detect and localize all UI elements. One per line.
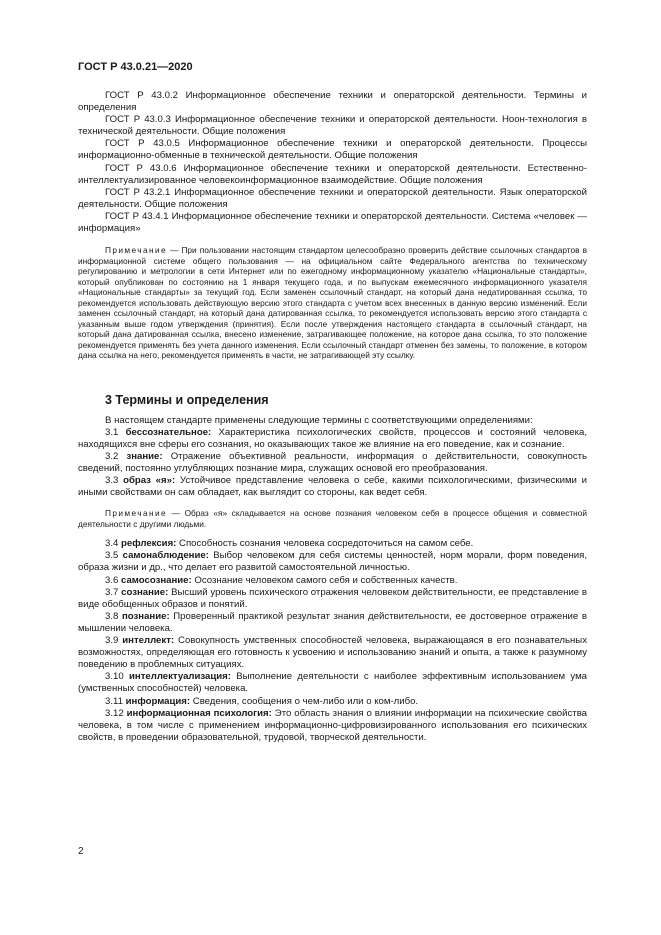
- term-entry: [78, 671, 587, 695]
- term-definition: Устойчивое представление человека о себе, какими психологическими, физическими и иными свойствами он сам обладает, как выглядит со стороны, как ведет себя.: [78, 475, 587, 499]
- reference-item: ГОСТ Р 43.0.2 Информационное обеспечение техники и операторской деятельности. Термины и определения: [78, 90, 587, 114]
- term-entry: [78, 475, 587, 499]
- term-entry: [78, 708, 587, 744]
- term-definition: Осознание человеком самого себя и собственных качеств.: [194, 574, 458, 586]
- term-entry: [78, 575, 587, 587]
- term-definition: Выполнение деятельности с наиболее эффективным использованием ума (умственных способностей) человека.: [78, 671, 588, 695]
- term-entry: [78, 696, 587, 708]
- term-definition: Сведения, сообщения о чем-либо или о ком-либо.: [192, 695, 419, 707]
- term-name: сознание:: [121, 586, 169, 598]
- reference-item: ГОСТ Р 43.0.6 Информационное обеспечение техники и операторской деятельности. Естественно-интеллектуализированное человекоинформационное взаимодействие. Общие положения: [78, 162, 587, 186]
- term-name: бессознательное:: [125, 426, 212, 438]
- term-definition: Выбор человеком для себя системы ценностей, норм морали, форм поведения, образа жизни и др., что делает его развитой самостоятельной личностью.: [78, 550, 587, 574]
- term-entry: [78, 635, 587, 671]
- note-label: Примечание: [105, 508, 168, 519]
- term-entry: [78, 587, 587, 611]
- term-number: 3.12: [105, 707, 124, 719]
- term-name: знание:: [126, 450, 163, 462]
- term-number: 3.3: [105, 475, 119, 487]
- reference-item: ГОСТ Р 43.0.5 Информационное обеспечение техники и операторской деятельности. Процессы информационно-обменные в технической деятельности. Общие положения: [78, 138, 587, 162]
- term-number: 3.8: [105, 610, 119, 622]
- term-definition: Высший уровень психического отражения человеком действительности, ее представление в виде обобщенных образов и понятий.: [78, 586, 588, 610]
- term-name: самосознание:: [121, 574, 192, 586]
- term-entry: [78, 611, 587, 635]
- term-number: 3.2: [105, 450, 119, 462]
- reference-item: ГОСТ Р 43.2.1 Информационное обеспечение техники и операторской деятельности. Язык операторской деятельности. Общие положения: [78, 186, 587, 210]
- section-intro: В настоящем стандарте применены следующие термины с соответствующими определениями:: [105, 414, 533, 426]
- term-entry: [78, 427, 587, 451]
- term-number: 3.7: [105, 586, 119, 598]
- term-entry: [78, 451, 587, 475]
- document-body: [78, 90, 587, 744]
- note-self-image: [78, 508, 587, 529]
- term-entry: [78, 550, 587, 574]
- note-label: Примечание: [105, 245, 168, 256]
- term-name: интеллект:: [122, 635, 175, 647]
- term-number: 3.1: [105, 426, 119, 438]
- term-definition: Совокупность умственных способностей человека, выражающаяся в его познавательных возможностях, определяющая его готовность к усвоению и использованию знаний и опыта, а также к разумному поведению в проблемных ситуациях.: [78, 635, 588, 671]
- normative-references: [78, 90, 587, 235]
- term-definition: Способность сознания человека сосредоточиться на самом себе.: [179, 538, 474, 550]
- note-references: [78, 245, 587, 361]
- term-number: 3.4: [105, 538, 119, 550]
- term-name: самонаблюдение:: [122, 550, 209, 562]
- term-name: познание:: [121, 610, 170, 622]
- page-number: 2: [78, 846, 84, 857]
- term-entry: [78, 538, 587, 550]
- term-number: 3.11: [105, 695, 123, 707]
- section-heading: 3 Термины и определения: [105, 392, 269, 407]
- term-name: образ «я»:: [123, 475, 176, 487]
- document-header: ГОСТ Р 43.0.21—2020: [78, 61, 193, 73]
- term-definition: Отражение объективной реальности, информация о действительности, совокупность сведений, постоянно углубляющих познание мира, служащих основой его преобразования.: [78, 450, 588, 474]
- note-text: — При пользовании настоящим стандартом целесообразно проверить действие ссылочных стандартов в информационной системе общего пользования — на официальном сайте Федерального агентства по техническому регулированию и метрологии в сети Интернет или по ежегодному информационному указателю «Национальные стандарты», который опубликован по состоянию на 1 января текущего года, и по выпускам ежемесячного информационного указателя «Национальные стандарты» за текущий год. Если заменен ссылочный стандарт, на который дана недатированная ссылка, то рекомендуется использовать действующую версию этого стандарта с учетом всех внесенных в данную версию изменений. Если заменен ссылочный стандарт, на который дана датированная ссылка, то рекомендуется использовать версию этого стандарта с указанным выше годом утверждения (принятия). Если после утверждения настоящего стандарта в ссылочный стандарт, на который дана датированная ссылка, внесено изменение, затрагивающее положение, на которое дана ссылка, то это положение рекомендуется применять без учета данного изменения. Если ссылочный стандарт отменен без замены, то положение, в котором дана ссылка на него, рекомендуется применять в части, не затрагивающей эту ссылку.: [78, 245, 587, 361]
- note-text: — Образ «я» складывается на основе познания человеком себя в процессе общения и совместной деятельности с другими людьми.: [78, 508, 587, 529]
- term-name: информация:: [125, 695, 191, 707]
- term-definition: Характеристика психологических свойств, процессов и состояний человека, находящихся вне сферы его сознания, но оказывающих такое же влияние на его поведение, как и сознание.: [78, 426, 587, 450]
- term-name: интеллектуализация:: [129, 671, 231, 683]
- term-definition: Проверенный практикой результат знания действительности, ее достоверное отражение в мышлении человека.: [78, 610, 587, 634]
- term-name: информационная психология:: [126, 707, 272, 719]
- term-number: 3.9: [105, 635, 119, 647]
- term-definition: Это область знания о влиянии информации на психические свойства человека, в том числе с применением информационно-цифровизированного использования его психических свойств, в проведении образовательной, трудовой, творческой деятельности.: [78, 707, 588, 743]
- term-number: 3.6: [105, 574, 119, 586]
- reference-item: ГОСТ Р 43.0.3 Информационное обеспечение техники и операторской деятельности. Ноон-технология в технической деятельности. Общие положения: [78, 114, 587, 138]
- term-number: 3.10: [105, 671, 124, 683]
- reference-item: ГОСТ Р 43.4.1 Информационное обеспечение техники и операторской деятельности. Система «человек — информация»: [78, 210, 587, 235]
- term-name: рефлексия:: [121, 538, 177, 550]
- term-number: 3.5: [105, 550, 119, 562]
